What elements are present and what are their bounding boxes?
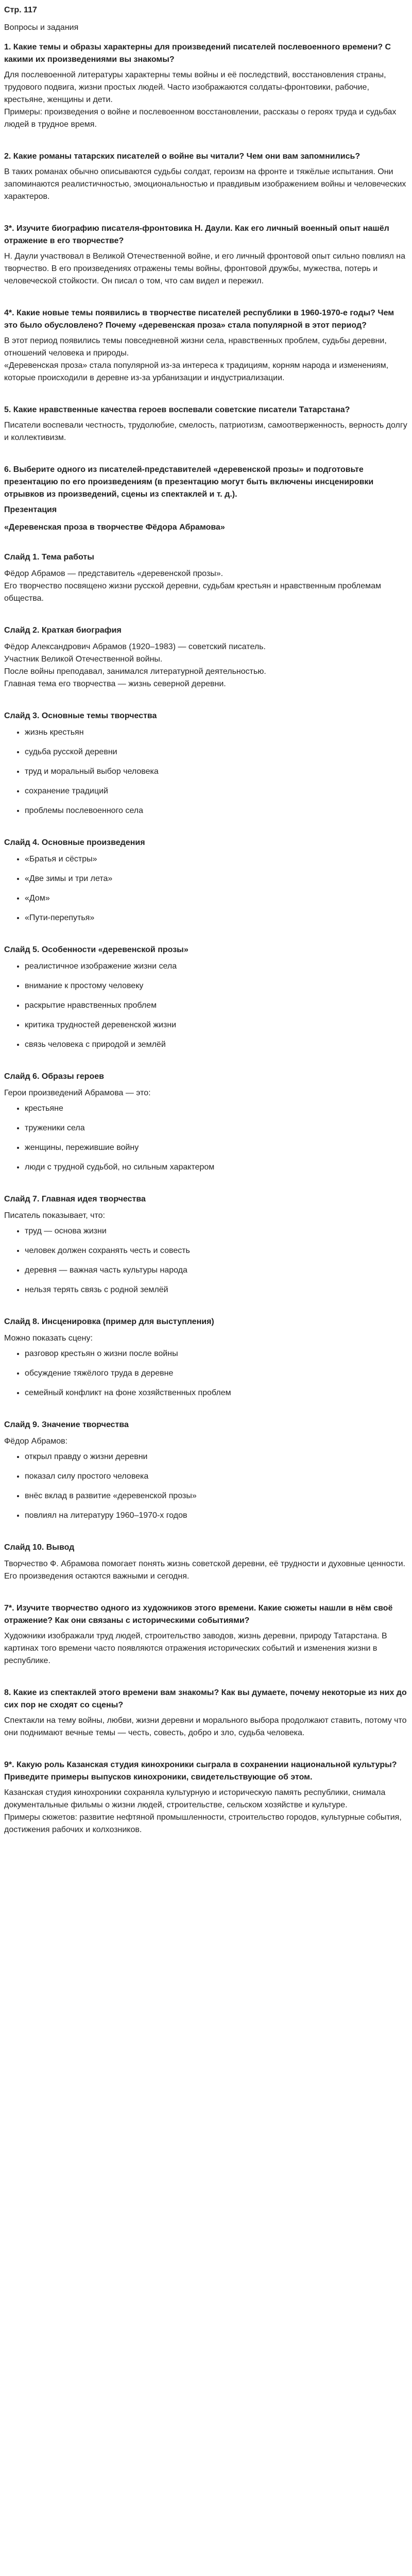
question-block [4, 150, 408, 203]
bullet-item: • связь человека с природой и землёй [25, 1039, 408, 1051]
question-text: 7*. Изучите творчество одного из художников этого времени. Какие сюжеты нашли в нём своё отражение? Как они связаны с историческими событиями? [4, 1604, 393, 1625]
question-text: 3*. Изучите биографию писателя-фронтовика Н. Даули. Как его личный военный опыт нашёл отражение в его творчестве? [4, 224, 389, 245]
questions-list-after [4, 1602, 408, 1836]
slide-line: Можно показать сцену: [4, 1334, 93, 1343]
bullet-item: • нельзя терять связь с родной землёй [25, 1284, 408, 1296]
bullet-item: • деревня — важная часть культуры народа [25, 1264, 408, 1277]
bullet-item: • критика трудностей деревенской жизни [25, 1019, 408, 1031]
bullet-list [4, 853, 408, 924]
bullet-item: • внёс вклад в развитие «деревенской прозы» [25, 1490, 408, 1502]
answer-paragraph: Спектакли на тему войны, любви, жизни деревни и морального выбора продолжают ставить, потому что они поднимают вечные темы — честь, совесть, добро и зло, судьба человека. [4, 1716, 407, 1737]
question-text: 5. Какие нравственные качества героев воспевали советские писатели Татарстана? [4, 405, 350, 414]
slide-2 [4, 624, 408, 690]
answer-paragraph: В этот период появились темы повседневной жизни села, нравственных проблем, судьбы деревни, отношений человека и природы. [4, 336, 387, 358]
bullet-list [4, 1451, 408, 1522]
bullet-item: • показал силу простого человека [25, 1470, 408, 1483]
bullet-item: • раскрытие нравственных проблем [25, 999, 408, 1012]
question-block [4, 223, 408, 287]
slide-line: Писатель показывает, что: [4, 1211, 105, 1220]
slide-title: Слайд 2. Краткая биография [4, 626, 122, 635]
answer-paragraph: Примеры: произведения о войне и послевоенном восстановлении, рассказы о героях труда и судьбах людей в трудное время. [4, 108, 397, 129]
slide-title: Слайд 1. Тема работы [4, 553, 94, 562]
slide-6 [4, 1071, 408, 1174]
question-text: 4*. Какие новые темы появились в творчестве писателей республики в 1960-1970-е годы? Чем это было обусловлено? Почему «деревенская проза» стала популярной в этот период? [4, 309, 394, 330]
bullet-item: • открыл правду о жизни деревни [25, 1451, 408, 1463]
slide-line: Фёдор Абрамов: [4, 1437, 68, 1446]
question-text: 1. Какие темы и образы характерны для произведений писателей послевоенного времени? С какими их произведениями вы знакомы? [4, 43, 391, 64]
slide-5 [4, 944, 408, 1051]
slide-title: Слайд 8. Инсценировка (пример для выступления) [4, 1317, 214, 1326]
slide-title: Слайд 6. Образы героев [4, 1072, 104, 1081]
bullet-item: • реалистичное изображение жизни села [25, 960, 408, 973]
bullet-list [4, 1225, 408, 1296]
bullet-list [4, 726, 408, 817]
question-text: 8. Какие из спектаклей этого времени вам знакомы? Как вы думаете, почему некоторые из них до сих пор не сходят со сцены? [4, 1688, 407, 1709]
question-block [4, 1687, 408, 1739]
slide-line: Творчество Ф. Абрамова помогает понять жизнь советской деревни, её трудности и духовные ценности. Его произведения остаются важными и сегодня. [4, 1560, 405, 1581]
bullet-item: • крестьяне [25, 1103, 408, 1115]
slide-line: Фёдор Абрамов — представитель «деревенской прозы». [4, 569, 224, 578]
slide-line: Герои произведений Абрамова — это: [4, 1089, 151, 1097]
question-block [4, 1759, 408, 1836]
slide-10 [4, 1541, 408, 1583]
bullet-item: • судьба русской деревни [25, 746, 408, 758]
answer-paragraph: Художники изображали труд людей, строительство заводов, жизнь деревни, природу Татарстана. В картинах того времени часто появляются отражения исторических событий и изменения жизни в республике. [4, 1632, 387, 1665]
question-block [4, 41, 408, 131]
slide-line: Главная тема его творчества — жизнь северной деревни. [4, 680, 226, 688]
bullet-list [4, 1348, 408, 1399]
question-block [4, 404, 408, 444]
slide-9 [4, 1419, 408, 1522]
bullet-item: • труд — основа жизни [25, 1225, 408, 1238]
slides-list [4, 551, 408, 1583]
presentation-title: «Деревенская проза в творчестве Фёдора Абрамова» [4, 523, 225, 532]
slide-title: Слайд 4. Основные произведения [4, 838, 145, 847]
bullet-item: • «Две зимы и три лета» [25, 873, 408, 885]
bullet-item: • разговор крестьян о жизни после войны [25, 1348, 408, 1360]
slide-line: Его творчество посвящено жизни русской деревни, судьбам крестьян и нравственным проблемам общества. [4, 582, 382, 603]
answer-paragraph: Для послевоенной литературы характерны темы войны и её последствий, восстановления страны, трудового подвига, жизни простых людей. Часто изображаются солдаты-фронтовики, рабочие, крестьяне, женщины и дети. [4, 71, 386, 104]
question-text: 9*. Какую роль Казанская студия кинохроники сыграла в сохранении национальной культуры? Приведите примеры выпусков кинохроники, свидетельствующие об этом. [4, 1760, 397, 1782]
bullet-item: • жизнь крестьян [25, 726, 408, 739]
bullet-item: • сохранение традиций [25, 785, 408, 798]
bullet-item: • труд и моральный выбор человека [25, 766, 408, 778]
bullet-item: • женщины, пережившие войну [25, 1142, 408, 1154]
bullet-item: • люди с трудной судьбой, но сильным характером [25, 1161, 408, 1174]
question-block [4, 1602, 408, 1667]
question-6-block [4, 464, 408, 1583]
answer-paragraph: «Деревенская проза» стала популярной из-за интереса к традициям, корням народа и изменениям, которые происходили в деревне из-за урбанизации и индустриализации. [4, 361, 389, 382]
slide-7 [4, 1193, 408, 1296]
question-block [4, 307, 408, 384]
answer-paragraph: Примеры сюжетов: развитие нефтяной промышленности, строительство городов, культурные события, достижения рабочих и колхозников. [4, 1813, 402, 1834]
bullet-item: • «Дом» [25, 892, 408, 905]
bullet-item: • семейный конфликт на фоне хозяйственных проблем [25, 1387, 408, 1399]
bullet-item: • человек должен сохранять честь и совесть [25, 1245, 408, 1257]
slide-title: Слайд 10. Вывод [4, 1543, 75, 1552]
slide-title: Слайд 7. Главная идея творчества [4, 1195, 146, 1204]
question-text: 2. Какие романы татарских писателей о войне вы читали? Чем они вам запомнились? [4, 152, 360, 161]
slide-line: После войны преподавал, занимался литературной деятельностью. [4, 667, 266, 676]
page-label: Стр. 117 [4, 6, 37, 14]
slide-4 [4, 837, 408, 924]
slide-title: Слайд 5. Особенности «деревенской прозы» [4, 945, 188, 954]
slide-title: Слайд 9. Значение творчества [4, 1420, 129, 1429]
bullet-item: • внимание к простому человеку [25, 980, 408, 992]
presentation-label: Презентация [4, 505, 57, 514]
answer-paragraph: Н. Даули участвовал в Великой Отечественной войне, и его личный фронтовой опыт сильно повлиял на творчество. В его произведениях отражены темы войны, фронтовой дружбы, мужества, потерь и человеческой стойкости. Он писал о том, что сам видел и пережил. [4, 252, 405, 285]
bullet-item: • обсуждение тяжёлого труда в деревне [25, 1367, 408, 1380]
question-text: 6. Выберите одного из писателей-представителей «деревенской прозы» и подготовьте презентацию по его произведениям (в презентацию могут быть включены инсценировки отрывков из произведений, сцены из спектаклей и т. д.). [4, 465, 374, 499]
slide-line: Участник Великой Отечественной войны. [4, 655, 163, 664]
slide-1 [4, 551, 408, 605]
bullet-item: • труженики села [25, 1122, 408, 1134]
slide-8 [4, 1316, 408, 1399]
bullet-item: • «Пути-перепутья» [25, 912, 408, 924]
bullet-list [4, 1103, 408, 1174]
answer-paragraph: Писатели воспевали честность, трудолюбие, смелость, патриотизм, самоотверженность, верность долгу и коллективизм. [4, 421, 407, 442]
slide-3 [4, 710, 408, 817]
section-title: Вопросы и задания [4, 23, 79, 32]
answer-paragraph: В таких романах обычно описываются судьбы солдат, героизм на фронте и тяжёлые испытания. Они запоминаются реалистичностью, эмоциональностью и правдивым изображением войны и человеческих характеров. [4, 167, 406, 201]
bullet-item: • проблемы послевоенного села [25, 805, 408, 817]
bullet-list [4, 960, 408, 1051]
slide-title: Слайд 3. Основные темы творчества [4, 711, 157, 720]
bullet-item: • «Братья и сёстры» [25, 853, 408, 866]
slide-line: Фёдор Александрович Абрамов (1920–1983) — советский писатель. [4, 642, 266, 651]
answer-paragraph: Казанская студия кинохроники сохраняла культурную и историческую память республики, снимала документальные фильмы о жизни людей, строительстве, сельском хозяйстве и культуре. [4, 1788, 386, 1809]
bullet-item: • повлиял на литературу 1960–1970-х годов [25, 1510, 408, 1522]
questions-list [4, 41, 408, 444]
